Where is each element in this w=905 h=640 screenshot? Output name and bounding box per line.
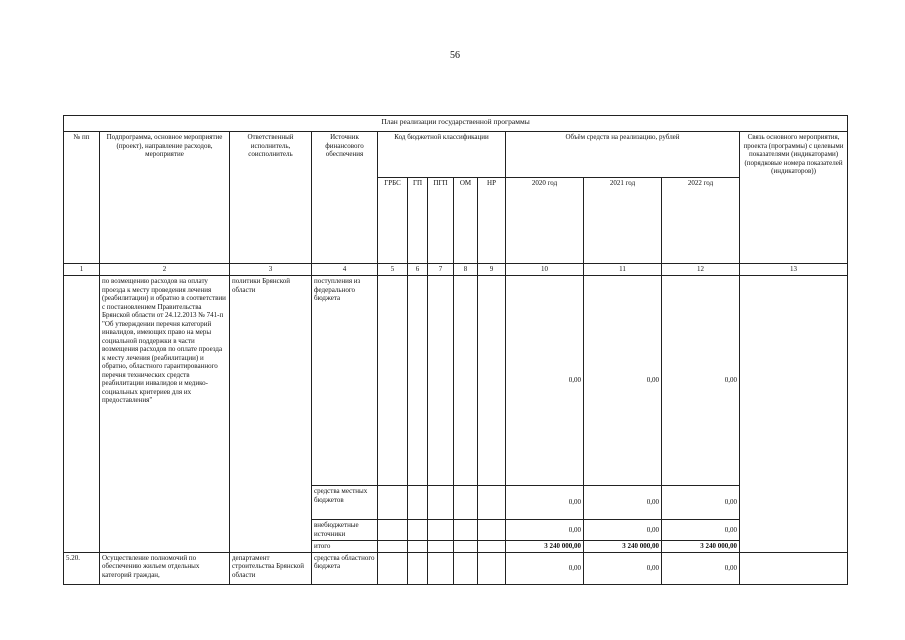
value-2021: 0,00 [584,552,662,584]
header-pgp: ПГП [428,178,454,264]
implementation-plan-table [63,115,848,585]
value-2021: 0,00 [584,520,662,541]
value-2020: 0,00 [506,520,584,541]
header-funds: Объём средств на реализацию, рублей [506,132,740,178]
table-title-row [64,116,848,132]
code-cell [478,520,506,541]
code-cell [378,541,408,553]
value-2021: 0,00 [584,276,662,486]
column-number: 8 [454,264,478,276]
code-cell [408,541,428,553]
value-2020: 0,00 [506,552,584,584]
column-number: 3 [230,264,312,276]
header-link-indicators: Связь основного мероприятия, проекта (программы) с целевыми показателями (индикаторами) (порядковые номера показателей (индикаторов)) [740,132,848,264]
row-source: внебюджетные источники [312,520,378,541]
column-number-row [64,264,848,276]
column-number: 6 [408,264,428,276]
row-description: Осуществление полномочий по обеспечению жильем отдельных категорий граждан, [100,552,230,584]
header-nr: НР [478,178,506,264]
header-budget-classification: Код бюджетной классификации [378,132,506,178]
code-cell [454,552,478,584]
header-row-1 [64,132,848,178]
header-responsible: Ответственный исполнитель, соисполнитель [230,132,312,264]
row-num-cell [64,276,100,553]
header-2020: 2020 год [506,178,584,264]
code-cell [428,486,454,520]
row-source: средства местных бюджетов [312,486,378,520]
page-number: 56 [450,50,460,61]
column-number: 12 [662,264,740,276]
header-2021: 2021 год [584,178,662,264]
header-source: Источник финансового обеспечения [312,132,378,264]
row-link-indicators [740,552,848,584]
code-cell [454,276,478,486]
row-source: поступления из федерального бюджета [312,276,378,486]
column-number: 7 [428,264,454,276]
code-cell [378,520,408,541]
total-2020: 3 240 000,00 [506,541,584,553]
value-2022: 0,00 [662,552,740,584]
code-cell [428,520,454,541]
header-om: ОМ [454,178,478,264]
row-responsible: департамент строительства Брянской области [230,552,312,584]
column-number: 9 [478,264,506,276]
code-cell [428,552,454,584]
code-cell [378,486,408,520]
code-cell [478,486,506,520]
row-num: 5.20. [64,552,100,584]
header-grbs: ГРБС [378,178,408,264]
code-cell [428,276,454,486]
code-cell [378,552,408,584]
code-cell [478,276,506,486]
value-2020: 0,00 [506,276,584,486]
code-cell [478,552,506,584]
column-number: 1 [64,264,100,276]
code-cell [408,486,428,520]
total-2022: 3 240 000,00 [662,541,740,553]
code-cell [408,276,428,486]
header-subprogram: Подпрограмма, основное мероприятие (проект), направление расходов, мероприятие [100,132,230,264]
value-2021: 0,00 [584,486,662,520]
header-gp: ГП [408,178,428,264]
row-link-indicators [740,276,848,553]
row-description: по возмещению расходов на оплату проезда к месту проведения лечения (реабилитации) и обратно в соответствии с постановлением Правительства Брянской области от 24.12.2013 № 741-п "Об утверждении перечня категорий инвалидов, имеющих право на меры социальной поддержки в части возмещения расходов по оплате проезда к месту лечения (реабилитации) и обратно, областного гарантированного перечня технических средств реабилитации инвалидов и медико-социальных критериев для их предоставления" [100,276,230,553]
column-number: 13 [740,264,848,276]
value-2022: 0,00 [662,486,740,520]
code-cell [408,552,428,584]
value-2020: 0,00 [506,486,584,520]
table-row [64,552,848,584]
row-source: итого [312,541,378,553]
code-cell [454,541,478,553]
code-cell [478,541,506,553]
column-number: 5 [378,264,408,276]
header-2022: 2022 год [662,178,740,264]
code-cell [378,276,408,486]
column-number: 4 [312,264,378,276]
row-source: средства областного бюджета [312,552,378,584]
column-number: 10 [506,264,584,276]
code-cell [454,486,478,520]
table-title: План реализации государственной программы [64,116,848,132]
total-2021: 3 240 000,00 [584,541,662,553]
code-cell [454,520,478,541]
value-2022: 0,00 [662,520,740,541]
column-number: 11 [584,264,662,276]
value-2022: 0,00 [662,276,740,486]
row-responsible: политики Брянской области [230,276,312,553]
code-cell [408,520,428,541]
header-num: № пп [64,132,100,264]
code-cell [428,541,454,553]
column-number: 2 [100,264,230,276]
table-row [64,276,848,486]
